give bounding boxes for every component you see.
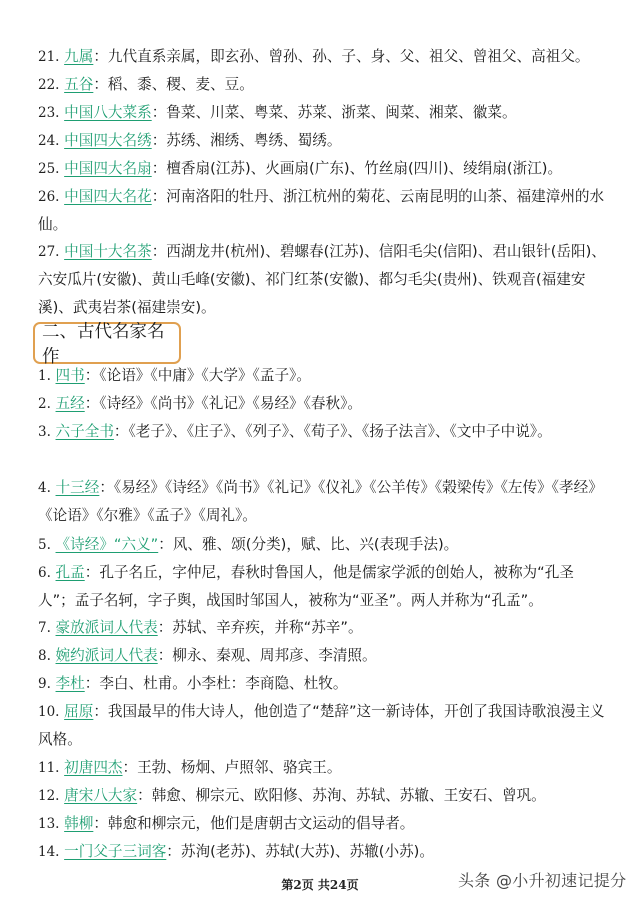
term-link[interactable]: 五谷 (64, 76, 94, 93)
term-link[interactable]: 四书 (55, 367, 85, 384)
item-text: ：《诗经》《尚书》《礼记》《易经》《春秋》。 (84, 395, 362, 412)
item-text: ：李白、杜甫。小李杜：李商隐、杜牧。 (84, 675, 348, 692)
term-link[interactable]: 中国八大菜系 (64, 104, 152, 121)
item-text: ：苏绣、湘绣、粤绣、蜀绣。 (151, 132, 342, 149)
item-text: ：孔子名丘，字仲尼，春秋时鲁国人，他是儒家学派的创始人，被称为“孔圣人”；孟子名轲，字子舆，战国时邹国人，被称为“亚圣”。两人并称为“孔孟”。 (38, 564, 574, 609)
item-number: 6. (38, 565, 51, 581)
item-text: ：《易经》《诗经》《尚书》《礼记》《仪礼》《公羊传》《榖梁传》《左传》《孝经》《论语》《尔雅》《孟子》《周礼》。 (38, 479, 603, 524)
item-number: 26. (38, 189, 60, 205)
term-link[interactable]: 五经 (55, 395, 85, 412)
item-text: ：九代直系亲属，即玄孙、曾孙、孙、子、身、父、祖父、曾祖父、高祖父。 (93, 48, 590, 65)
list-item (38, 362, 610, 390)
list-item (38, 183, 610, 239)
item-number: 22. (38, 77, 60, 93)
term-link[interactable]: 一门父子三词客 (64, 843, 167, 860)
item-text: ：王勃、杨炯、卢照邻、骆宾王。 (122, 759, 342, 776)
item-text: ：我国最早的伟大诗人，他创造了“楚辞”这一新诗体，开创了我国诗歌浪漫主义风格。 (38, 703, 605, 748)
list-item (38, 782, 610, 810)
list-item (38, 418, 610, 446)
item-text: ：苏轼、辛弃疾，并称“苏辛”。 (157, 619, 363, 636)
page-footer: 第2页 共24页 (281, 878, 359, 892)
item-number: 1. (38, 368, 51, 384)
item-number: 23. (38, 105, 60, 121)
term-link[interactable]: 九属 (64, 48, 94, 65)
list-item (38, 71, 610, 99)
item-text: ：檀香扇(江苏)、火画扇(广东)、竹丝扇(四川)、绫绢扇(浙江)。 (151, 160, 563, 177)
list-item (38, 838, 610, 866)
item-number: 10. (38, 704, 60, 720)
item-number: 5. (38, 537, 51, 553)
item-text: ：《老子》、《庄子》、《列子》、《荀子》、《扬子法言》、《文中子中说》。 (113, 423, 552, 440)
item-number: 3. (38, 424, 51, 440)
list-item (38, 559, 610, 615)
term-link[interactable]: 六子全书 (55, 423, 114, 440)
item-text: ：西湖龙井(杭州)、碧螺春(江苏)、信阳毛尖(信阳)、君山银针(岳阳)、六安瓜片(安徽)、黄山毛峰(安徽)、祁门红茶(安徽)、都匀毛尖(贵州)、铁观音(福建安溪)、武夷岩茶(福建崇安)。 (38, 243, 606, 316)
term-link[interactable]: 《诗经》“六义” (55, 536, 159, 553)
item-number: 8. (38, 648, 51, 664)
item-number: 9. (38, 676, 51, 692)
term-link[interactable]: 中国四大名花 (64, 188, 152, 205)
watermark: 头条 @小升初速记提分 (458, 871, 627, 890)
term-link[interactable]: 孔孟 (55, 564, 85, 581)
term-link[interactable]: 中国四大名绣 (64, 132, 152, 149)
list-item (38, 614, 610, 642)
list-item (38, 642, 610, 670)
item-text: ：韩愈、柳宗元、欧阳修、苏洵、苏轼、苏辙、王安石、曾巩。 (137, 787, 546, 804)
list-item (38, 810, 610, 838)
term-link[interactable]: 婉约派词人代表 (55, 647, 158, 664)
item-number: 2. (38, 396, 51, 412)
item-text: ：河南洛阳的牡丹、浙江杭州的菊花、云南昆明的山茶、福建漳州的水仙。 (38, 188, 605, 233)
item-number: 4. (38, 480, 51, 496)
item-number: 12. (38, 788, 60, 804)
item-text: ：柳永、秦观、周邦彦、李清照。 (157, 647, 377, 664)
term-link[interactable]: 初唐四杰 (64, 759, 123, 776)
list-item (38, 754, 610, 782)
list-item (38, 390, 610, 418)
term-link[interactable]: 唐宋八大家 (64, 787, 138, 804)
item-text: ：鲁菜、川菜、粤菜、苏菜、浙菜、闽菜、湘菜、徽菜。 (151, 104, 517, 121)
list-item (38, 238, 610, 322)
section-heading (33, 322, 181, 367)
section-title: 二、古代名家名作 (42, 322, 165, 367)
item-text: ：稻、黍、稷、麦、豆。 (93, 76, 254, 93)
item-number: 24. (38, 133, 60, 149)
item-number: 25. (38, 161, 60, 177)
term-link[interactable]: 中国十大名茶 (64, 243, 152, 260)
term-link[interactable]: 中国四大名扇 (64, 160, 152, 177)
list-item (38, 43, 610, 71)
term-link[interactable]: 十三经 (55, 479, 100, 496)
term-link[interactable]: 韩柳 (64, 815, 94, 832)
term-link[interactable]: 李杜 (55, 675, 85, 692)
item-number: 7. (38, 620, 51, 636)
list-item (38, 155, 610, 183)
item-text: ：韩愈和柳宗元，他们是唐朝古文运动的倡导者。 (93, 815, 415, 832)
list-item (38, 99, 610, 127)
list-item (38, 698, 610, 754)
item-text: ：苏洵(老苏)、苏轼(大苏)、苏辙(小苏)。 (166, 843, 434, 860)
item-number: 27. (38, 244, 60, 260)
term-link[interactable]: 豪放派词人代表 (55, 619, 158, 636)
term-link[interactable]: 屈原 (64, 703, 94, 720)
item-text: ：风、雅、颂(分类)，赋、比、兴(表现手法)。 (158, 536, 459, 553)
item-number: 14. (38, 844, 60, 860)
list-item (38, 127, 610, 155)
list-item (38, 531, 610, 559)
item-number: 13. (38, 816, 60, 832)
list-item (38, 474, 610, 530)
item-text: ：《论语》《中庸》《大学》《孟子》。 (84, 367, 311, 384)
item-number: 11. (38, 760, 60, 776)
item-number: 21. (38, 49, 60, 65)
list-item (38, 670, 610, 698)
